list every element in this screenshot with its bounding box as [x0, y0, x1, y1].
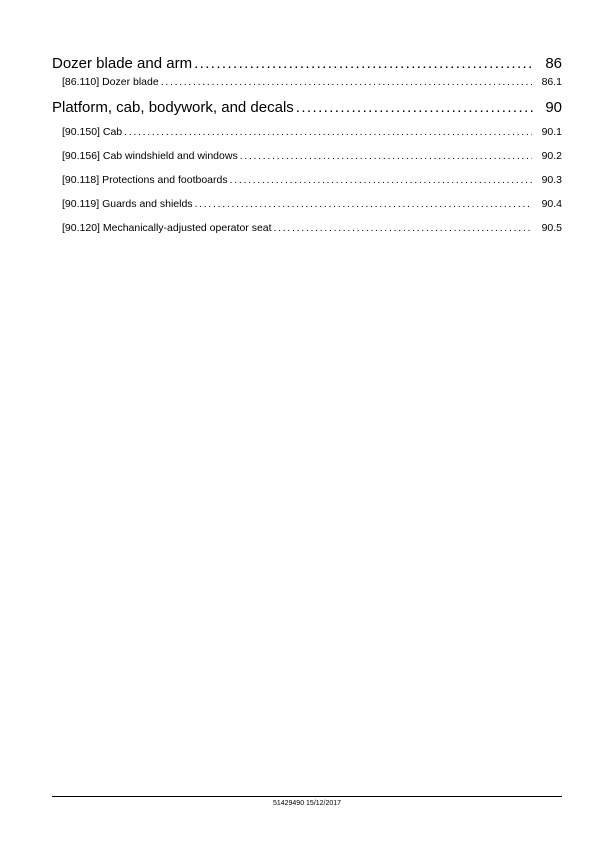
toc-item-page: 90.3: [541, 174, 562, 186]
toc-item-title: [90.118] Protections and footboards: [62, 174, 228, 186]
toc-section-title: Platform, cab, bodywork, and decals: [52, 99, 294, 116]
toc-item-title: [90.119] Guards and shields: [62, 198, 193, 210]
dot-leader: [230, 172, 532, 188]
toc-item-title: [90.150] Cab: [62, 126, 123, 138]
toc-item-dozer-blade[interactable]: [52, 74, 562, 98]
toc-item-title: [90.120] Mechanically-adjusted operator seat: [62, 222, 272, 234]
toc-item-page: 90.2: [541, 150, 562, 162]
toc-item-page: 86.1: [541, 76, 562, 88]
toc-item-protections-and-footboards[interactable]: [52, 172, 562, 196]
toc-section-dozer-blade-and-arm[interactable]: [52, 54, 562, 74]
toc-section-page: 86: [545, 55, 562, 72]
toc-item-cab-windshield-and-windows[interactable]: [52, 148, 562, 172]
dot-leader: [296, 98, 534, 118]
toc-item-title: [90.156] Cab windshield and windows: [62, 150, 238, 162]
toc-item-page: 90.5: [541, 222, 562, 234]
toc-section-page: 90: [545, 99, 562, 116]
footer-divider: [52, 796, 562, 797]
toc-item-page: 90.4: [541, 198, 562, 210]
toc-item-operator-seat[interactable]: [52, 220, 562, 244]
dot-leader: [161, 74, 532, 90]
toc-section-title: Dozer blade and arm: [52, 55, 193, 72]
dot-leader: [274, 220, 532, 236]
dot-leader: [194, 54, 534, 74]
dot-leader: [195, 196, 532, 212]
toc-item-guards-and-shields[interactable]: [52, 196, 562, 220]
toc-item-title: [86.110] Dozer blade: [62, 76, 159, 88]
dot-leader: [240, 148, 532, 164]
footer-document-id: 51429490 15/12/2017: [272, 800, 342, 807]
toc-section-platform-cab-bodywork-decals[interactable]: [52, 98, 562, 124]
dot-leader: [124, 124, 532, 140]
table-of-contents: [52, 54, 562, 244]
toc-item-page: 90.1: [541, 126, 562, 138]
toc-item-cab[interactable]: [52, 124, 562, 148]
